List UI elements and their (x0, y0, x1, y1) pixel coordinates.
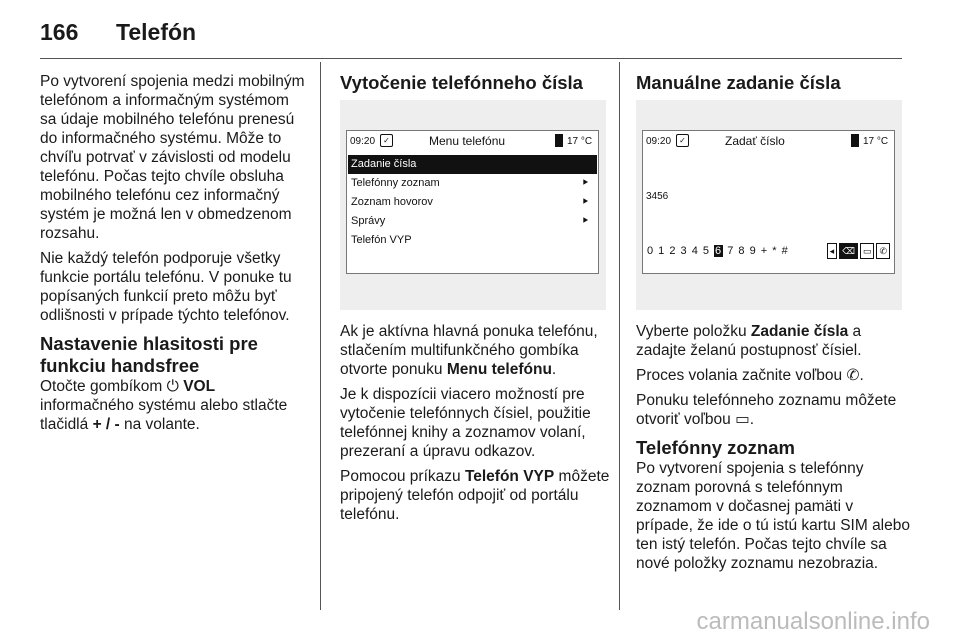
page-number: 166 (40, 19, 79, 45)
phone-status-icon (555, 134, 563, 147)
menu-item-telefon-vyp[interactable]: Telefón VYP (351, 234, 412, 246)
section-heading: Manuálne zadanie čísla (636, 72, 841, 93)
menu-item-telefonny-zoznam[interactable]: Telefónny zoznam ⯈ (348, 174, 597, 193)
page-title: Telefón (116, 19, 197, 45)
column-divider (320, 62, 321, 610)
column-3 (636, 72, 911, 579)
nav-icon: ✓ (676, 134, 689, 147)
paragraph: Ponuku telefónneho zoznamu môžete otvoriť voľbou ▭. (636, 392, 897, 428)
paragraph: Proces volania začnite voľbou ✆. (636, 367, 864, 384)
clock: 09:20 (646, 136, 672, 147)
display-screen (642, 130, 895, 274)
section-heading: Telefónny zoznam (636, 437, 795, 458)
phone-menu-screenshot (340, 100, 606, 310)
nav-icon: ✓ (380, 134, 393, 147)
paragraph: Po vytvorení spojenia medzi mobilným telefónom a informačným systémom sa údaje mobilného telefónu prenesú do informačného systému. Môže to chvíľu potrvať v závislosti od modelu telefónu. Počas tejto chvíle obsluha mobilného telefónu cez informačný systém je možná len v obmedzenom rozsahu. (40, 73, 305, 242)
temperature: 17 °C (863, 136, 889, 147)
digit-speller[interactable]: 0 1 2 3 4 5 6 7 8 9 + * # (647, 245, 789, 257)
chevron-right-icon: ⯈ (581, 197, 589, 208)
phone-icon[interactable]: ✆ (876, 243, 890, 259)
phonebook-icon[interactable]: ▭ (860, 243, 875, 259)
section-heading: Nastavenie hlasitosti pre funkciu handsfree (40, 333, 258, 376)
menu-item-zoznam-hovorov[interactable]: Zoznam hovorov ⯈ (348, 193, 597, 212)
display-screen (346, 130, 599, 274)
header-rule (40, 58, 902, 59)
phone-icon: ✆ (846, 367, 860, 384)
action-keys (827, 243, 890, 259)
menu-list (348, 155, 597, 250)
paragraph: Je k dispozícii viacero možností pre vytočenie telefónnych čísiel, použitie telefónnej knihy a zoznamov volaní, prezeraní a úpravu odkazov. (340, 386, 591, 460)
chevron-right-icon: ⯈ (581, 178, 589, 189)
chevron-right-icon: ⯈ (581, 216, 589, 227)
phone-status-icon (851, 134, 859, 147)
paragraph: Po vytvorení spojenia s telefónny zoznam porovná s telefónnym zoznamom v dočasnej pamäti v prípade, že ide o tú istú kartu SIM alebo ten istý telefón. Počas tejto chvíle sa nové položky zoznamu nezobrazia. (636, 460, 910, 572)
phonebook-icon: ▭ (735, 411, 750, 428)
screen-title: Zadať číslo (725, 134, 785, 148)
column-2 (340, 72, 610, 530)
column-1 (40, 72, 308, 440)
paragraph: Vyberte položku Zadanie čísla a zadajte želanú postupnosť čísiel. (636, 323, 862, 359)
watermark: carmanualsonline.info (696, 608, 930, 635)
menu-item-spravy[interactable]: Správy ⯈ (348, 212, 597, 231)
backspace-icon[interactable]: ⌫ (839, 243, 858, 259)
power-knob-icon: ⏻ (166, 378, 179, 395)
column-divider (619, 62, 620, 610)
entered-number: 3456 (646, 191, 669, 202)
number-entry-screenshot (636, 100, 902, 310)
paragraph: Ak je aktívna hlavná ponuka telefónu, stlačením multifunkčného gombíka otvorte ponuku Menu telefónu. (340, 323, 598, 378)
paragraph: Pomocou príkazu Telefón VYP môžete pripojený telefón odpojiť od portálu telefónu. (340, 468, 610, 523)
menu-item-zadanie-cisla[interactable]: Zadanie čísla (348, 155, 597, 174)
temperature: 17 °C (567, 136, 593, 147)
paragraph: Otočte gombíkom ⏻ VOL informačného systému alebo stlačte tlačidlá + / - na volante. (40, 378, 288, 433)
clock: 09:20 (350, 136, 376, 147)
selected-digit[interactable]: 6 (715, 245, 723, 257)
section-heading: Vytočenie telefónneho čísla (340, 72, 583, 93)
speaker-icon[interactable]: ◂ (827, 243, 838, 259)
screen-title: Menu telefónu (429, 134, 506, 148)
page-header (0, 0, 960, 62)
paragraph: Nie každý telefón podporuje všetky funkcie portálu telefónu. V ponuke tu popísaných funkcií preto môžu byť odlišnosti v prípade týchto telefónov. (40, 250, 292, 324)
